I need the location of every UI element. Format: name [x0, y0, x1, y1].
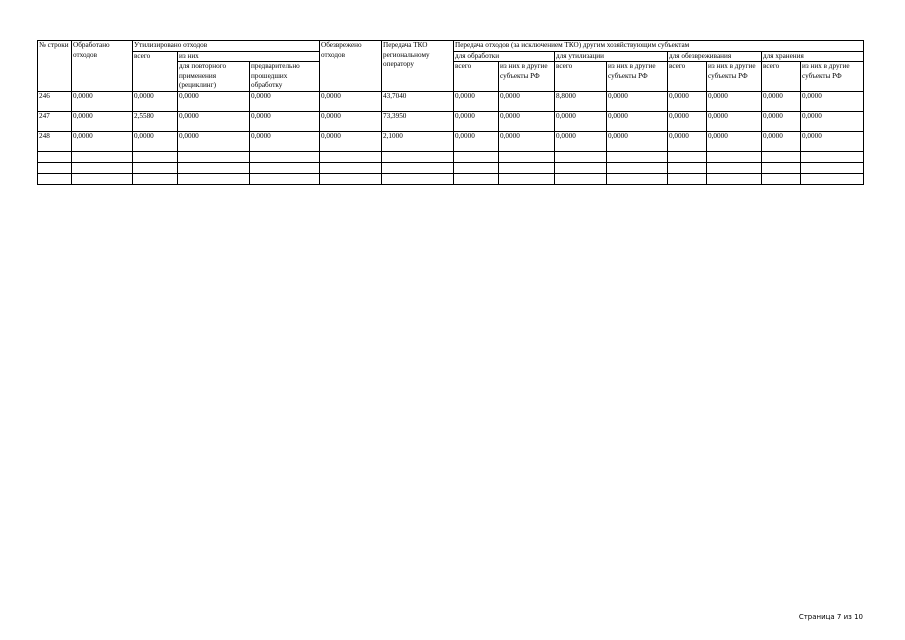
- table-cell: 0,0000: [707, 111, 762, 131]
- table-cell: 0,0000: [454, 91, 499, 111]
- blank-row: [38, 151, 864, 162]
- table-cell: 0,0000: [707, 91, 762, 111]
- table-cell: 0,0000: [250, 91, 320, 111]
- header-for-processing: для обработки: [454, 51, 555, 62]
- table-cell: 43,7040: [382, 91, 454, 111]
- header-tko-transfer: Передача ТКО региональному оператору: [382, 41, 454, 92]
- header-transfer-other: Передача отходов (за исключением ТКО) другим хозяйствующим субъектам: [454, 41, 864, 52]
- header-neutralization-other-regions: из них в другие субъекты РФ: [707, 62, 762, 92]
- table-cell: 0,0000: [668, 111, 707, 131]
- blank-row: [38, 162, 864, 173]
- table-cell: 0,0000: [454, 111, 499, 131]
- table-row: [38, 131, 864, 151]
- header-processed: Обработано отходов: [72, 41, 133, 92]
- header-utilized: Утилизировано отходов: [133, 41, 320, 52]
- header-storage-total: всего: [762, 62, 801, 92]
- header-processing-other-regions: из них в другие субъекты РФ: [499, 62, 555, 92]
- table-cell: 0,0000: [320, 111, 382, 131]
- table-cell: 0,0000: [607, 131, 668, 151]
- waste-report-table: [37, 40, 864, 185]
- table-cell: 0,0000: [668, 131, 707, 151]
- table-body: [38, 91, 864, 151]
- table-cell: 0,0000: [801, 91, 864, 111]
- blank-row: [38, 173, 864, 184]
- table-cell: 0,0000: [762, 91, 801, 111]
- header-for-utilization: для утилизации: [555, 51, 668, 62]
- table-cell: 8,8000: [555, 91, 607, 111]
- header-utilization-total: всего: [555, 62, 607, 92]
- row-number-cell: 246: [38, 91, 72, 111]
- header-row-number: № строки: [38, 41, 72, 92]
- header-utilization-other-regions: из них в другие субъекты РФ: [607, 62, 668, 92]
- table-cell: 0,0000: [178, 111, 250, 131]
- table-cell: 0,0000: [499, 131, 555, 151]
- row-number-cell: 247: [38, 111, 72, 131]
- table-cell: 0,0000: [607, 91, 668, 111]
- table-cell: 0,0000: [801, 111, 864, 131]
- header-processing-total: всего: [454, 62, 499, 92]
- table-cell: 0,0000: [707, 131, 762, 151]
- table-cell: 0,0000: [133, 131, 178, 151]
- page-number: Страница 7 из 10: [798, 613, 863, 621]
- table-cell: 0,0000: [133, 91, 178, 111]
- table-cell: 0,0000: [72, 131, 133, 151]
- table-cell: 0,0000: [178, 131, 250, 151]
- table-cell: 0,0000: [668, 91, 707, 111]
- table-row: [38, 111, 864, 131]
- header-for-storage: для хранения: [762, 51, 864, 62]
- header-utilized-total: всего: [133, 51, 178, 91]
- table-cell: 0,0000: [607, 111, 668, 131]
- table-cell: 0,0000: [801, 131, 864, 151]
- header-neutralization-total: всего: [668, 62, 707, 92]
- table-cell: 0,0000: [454, 131, 499, 151]
- table-cell: 0,0000: [320, 91, 382, 111]
- table-cell: 0,0000: [320, 131, 382, 151]
- row-number-cell: 248: [38, 131, 72, 151]
- table-cell: 0,0000: [72, 111, 133, 131]
- table-cell: 0,0000: [250, 131, 320, 151]
- table-cell: 0,0000: [72, 91, 133, 111]
- table-cell: 0,0000: [555, 111, 607, 131]
- table-cell: 0,0000: [762, 111, 801, 131]
- table-cell: 2,5580: [133, 111, 178, 131]
- table-cell: 0,0000: [499, 91, 555, 111]
- header-preprocessing: предварительно прошедших обработку: [250, 62, 320, 92]
- table-cell: 0,0000: [499, 111, 555, 131]
- header-recycling: для повторного применения (рециклинг): [178, 62, 250, 92]
- header-utilized-of-them: из них: [178, 51, 320, 62]
- table-cell: 0,0000: [178, 91, 250, 111]
- table-cell: 2,1000: [382, 131, 454, 151]
- table-cell: 73,3950: [382, 111, 454, 131]
- header-storage-other-regions: из них в другие субъекты РФ: [801, 62, 864, 92]
- header-for-neutralization: для обезвреживания: [668, 51, 762, 62]
- table-cell: 0,0000: [250, 111, 320, 131]
- table-cell: 0,0000: [555, 131, 607, 151]
- table-row: [38, 91, 864, 111]
- header-neutralized: Обезврежено отходов: [320, 41, 382, 92]
- table-cell: 0,0000: [762, 131, 801, 151]
